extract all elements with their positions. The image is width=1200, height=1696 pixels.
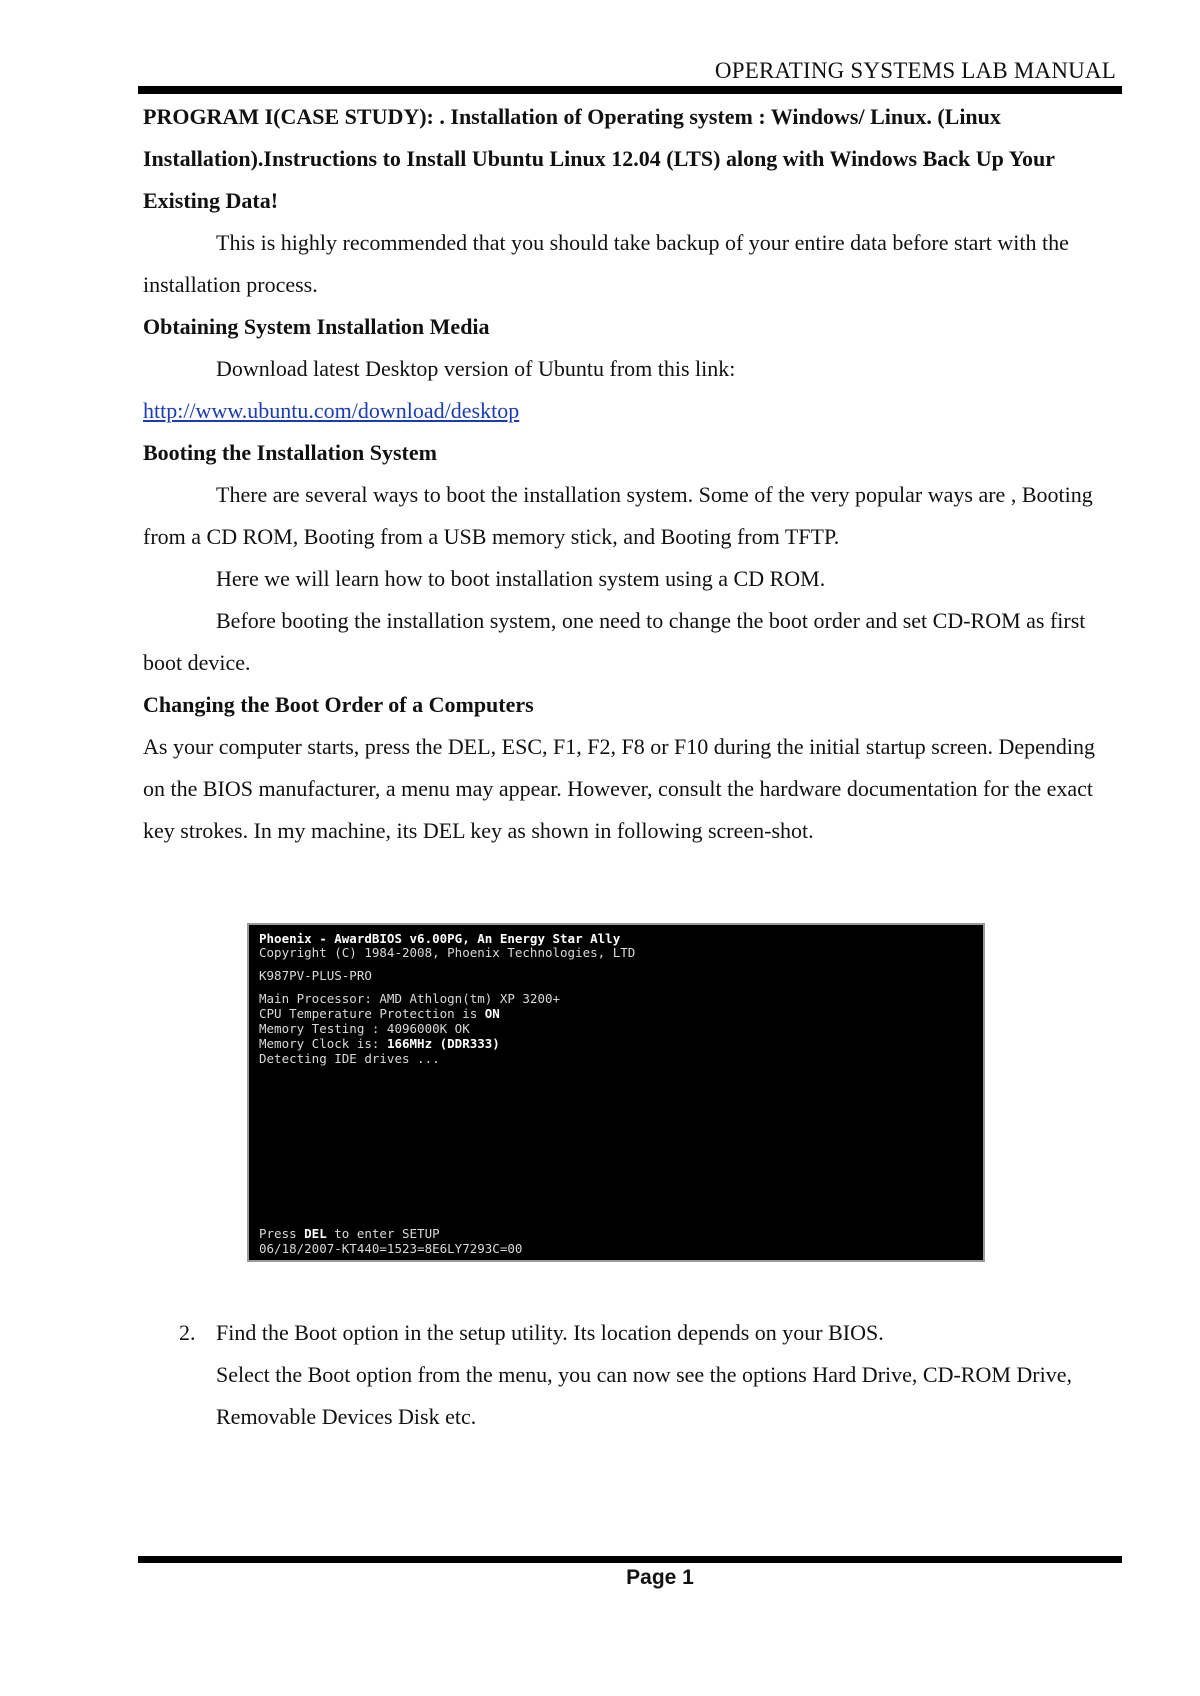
bios-clock-value: 166MHz (DDR333) — [386, 1036, 500, 1051]
numbered-list — [143, 1312, 1119, 1438]
bios-line — [259, 1006, 500, 1021]
bios-press-post: to enter SETUP — [326, 1226, 440, 1241]
boot-order-paragraph: As your computer starts, press the DEL, ESC, F1, F2, F8 or F10 during the initial startup screen. Depending on the BIOS manufacturer, a menu may appear. However, consult the hardware documentation for the exact key strokes. In my machine, its DEL key as shown in following screen-shot. — [143, 734, 1095, 843]
bios-line: Copyright (C) 1984-2008, Phoenix Technologies, LTD — [259, 945, 636, 960]
bios-line: Phoenix - AwardBIOS v6.00PG, An Energy Star Ally — [259, 931, 621, 946]
list-number: 2. — [179, 1320, 196, 1345]
bios-line: Main Processor: AMD Athlogn(tm) XP 3200+ — [259, 991, 561, 1006]
document-body — [143, 96, 1119, 852]
bios-line: Detecting IDE drives ... — [259, 1051, 440, 1066]
footer-divider — [138, 1556, 1122, 1563]
list-item-line: Select the Boot option from the menu, you can now see the options Hard Drive, CD-ROM Drive, Removable Devices Disk etc. — [216, 1362, 1073, 1429]
header-divider — [138, 86, 1122, 94]
boot-order-heading: Changing the Boot Order of a Computers — [143, 692, 534, 717]
bios-clock-label: Memory Clock is: — [259, 1036, 387, 1051]
media-heading: Obtaining System Installation Media — [143, 314, 490, 339]
booting-paragraph: There are several ways to boot the installation system. Some of the very popular ways are , Booting from a CD ROM, Booting from a USB memory stick, and Booting from TFTP. — [143, 482, 1093, 549]
bios-line: 06/18/2007-KT440=1523=8E6LY7293C=00 — [259, 1241, 523, 1256]
ubuntu-download-link[interactable]: http://www.ubuntu.com/download/desktop — [143, 398, 520, 423]
bios-screenshot — [247, 923, 985, 1262]
bios-temp-label: CPU Temperature Protection is — [259, 1006, 485, 1021]
cdrom-paragraph: Here we will learn how to boot installation system using a CD ROM. — [216, 566, 826, 591]
bios-press-pre: Press — [259, 1226, 305, 1241]
list-item-line: Find the Boot option in the setup utility. Its location depends on your BIOS. — [216, 1320, 884, 1345]
manual-title: OPERATING SYSTEMS LAB MANUAL — [714, 58, 1116, 83]
bios-line: Memory Testing : 4096000K OK — [259, 1021, 470, 1036]
program-heading: PROGRAM I(CASE STUDY): . Installation of Operating system : Windows/ Linux. (Linux Installation).Instructions to Install Ubuntu Linux 12.04 (LTS) along with Windows Back Up Your Existing Data! — [143, 104, 1055, 213]
list-item-text — [216, 1312, 1119, 1438]
booting-heading: Booting the Installation System — [143, 440, 437, 465]
media-paragraph: Download latest Desktop version of Ubuntu from this link: — [216, 356, 736, 381]
bios-press-key: DEL — [304, 1226, 327, 1241]
bios-line: K987PV-PLUS-PRO — [259, 968, 372, 983]
page-number: Page 1 — [626, 1566, 694, 1589]
backup-paragraph: This is highly recommended that you should take backup of your entire data before start with the installation process. — [143, 230, 1069, 297]
bios-temp-value: ON — [484, 1006, 500, 1021]
bios-line — [259, 1226, 440, 1241]
bios-line — [259, 1036, 500, 1051]
download-link-line — [143, 390, 1119, 432]
before-booting-paragraph: Before booting the installation system, one need to change the boot order and set CD-ROM as first boot device. — [143, 608, 1086, 675]
